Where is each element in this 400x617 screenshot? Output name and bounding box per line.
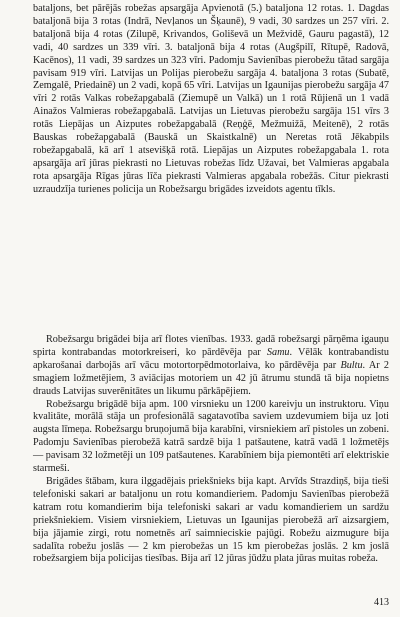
ship-name-samu: Samu bbox=[266, 346, 290, 358]
fleet-text-b: . Vēlāk kontrabandistu apkarošanai darbojās arī vācu motortorpēdmotorlaiva, ko pārdēvēja par bbox=[33, 346, 389, 371]
fleet-text-c: . Ar 2 smagiem ložmetējiem, 3 aviācijas motoriem un 42 jū ātrumu stundā tā bija nopietns drauds Latvijas suverēnitātes un likumu pārkāpējiem. bbox=[33, 359, 389, 397]
paragraph-border-guard-units: bataljons, bet pārējās robežas apsargāja Apvienotā (5.) bataljona 12 rotas. 1. Dagdas bataljonā bija 3 rotas (Indrā, Nevļanos un Šķaunē), 9 vadi, 30 sardzes un 257 vīri. 2. bataljonā bija 4 rotas (Zilupē, Krivandos, Goliševā un Mežvidē, Gauru pagastā), 12 vadi, 40 sardzes un 339 vīri. 3. bataljonā bija 4 rotas (Augšpilī, Rītupē, Radovā, Kacēnos), 11 vadi, 39 sardzes un 323 vīri. Padomju Savienības pierobežu tātad sargāja pavisam 919 vīri. Latvijas un Polijas pierobežu sargāja 4. bataljona 3 rotas (Subatē, Zemgalē, Priedainē) un 2 vadi, kopā 65 vīri. Latvijas un Igaunijas pierobežu sargāja 47 vīri 2 rotās Valkas robežapgabalā (Ziemupē un Valkā) un 1 rotā Rūjienā un 1 vadā Ainažos Valmieras robežapgabalā. Latvijas un Lietuvas pierobežu sargāja 151 vīrs 3 rotās Liepājas un Aizputes robežapgabalā (Reņģē, Mežmuižā, Meitenē), 2 rotās Bauskas robežapgabalā (Bauskā un Skaistkalnē) un Neretas rotā Jēkabpils robežapgabalā, kā arī 1 atsevišķā rotā. Liepājas un Aizputes robežapgabala 1. rota apsargāja arī jūras piekrasti no Lietuvas robežas līdz Užavai, bet Valmieras apgabala rota apsargāja Rīgas jūras līča piekrasti Valmieras apgabala robežās. Citur piekrasti uzraudzīja turienes policija un Robežsargu brigādes izveidots agentu tīkls. bbox=[33, 3, 389, 195]
paragraph-personnel: Robežsargu brigādē bija apm. 100 virsnieku un 1200 kareivju un instruktoru. Viņu kvalitāte, morālā stāja un profesionālā sagatavotība saviem uzdevumiem bija uz ļoti augsta līmeņa. Robežsargu bruņojumā bija karabīni, virsniekiem arī pistoles un zobeni. Padomju Savienības pierobežā katrā sardzē bija 1 patšautene, katrā vadā 1 ložmetējs — pavisam 32 ložmetēji un 109 patšautenes. Karabīniem bija piemontēti arī elektriskie starmeši. bbox=[33, 398, 389, 475]
ship-name-bultu: Bultu bbox=[340, 359, 363, 371]
paragraph-communications: Brigādes štābam, kura ilggadējais priekšnieks bija kapt. Arvīds Strazdiņš, bija tieši telefoniski sakari ar bataljonu un rotu komandieriem. Padomju Savienības pierobežā katram rotu komandierim bija telefoniski sakari ar vadu komandieriem un sardžu priekšniekiem. Visiem virsniekiem, Lietuvas un Igaunijas pierobežā arī aizsargiem, bija jājamie zirgi, rotu nometnēs arī saimnieciskie pajūgi. Robežu aizmugure bija sadalīta robežu joslās — 2 km pierobežas un 15 km pierobežas joslās. 2 km joslā robežsargiem bija policijas tiesības. Bija arī 12 jūras jūdžu plata jūras muitas robeža. bbox=[33, 475, 389, 565]
text-section-borders bbox=[33, 3, 389, 197]
text-section-fleet-and-staff bbox=[33, 334, 389, 566]
fleet-text-a: Robežsargu brigādei bija arī flotes vienības. 1933. gadā robežsargi pārņēma igauņu spirta kontrabandas motorkreiseri, ko pārdēvēja par bbox=[33, 334, 389, 358]
paragraph-fleet bbox=[33, 334, 389, 399]
page-number: 413 bbox=[374, 597, 389, 608]
